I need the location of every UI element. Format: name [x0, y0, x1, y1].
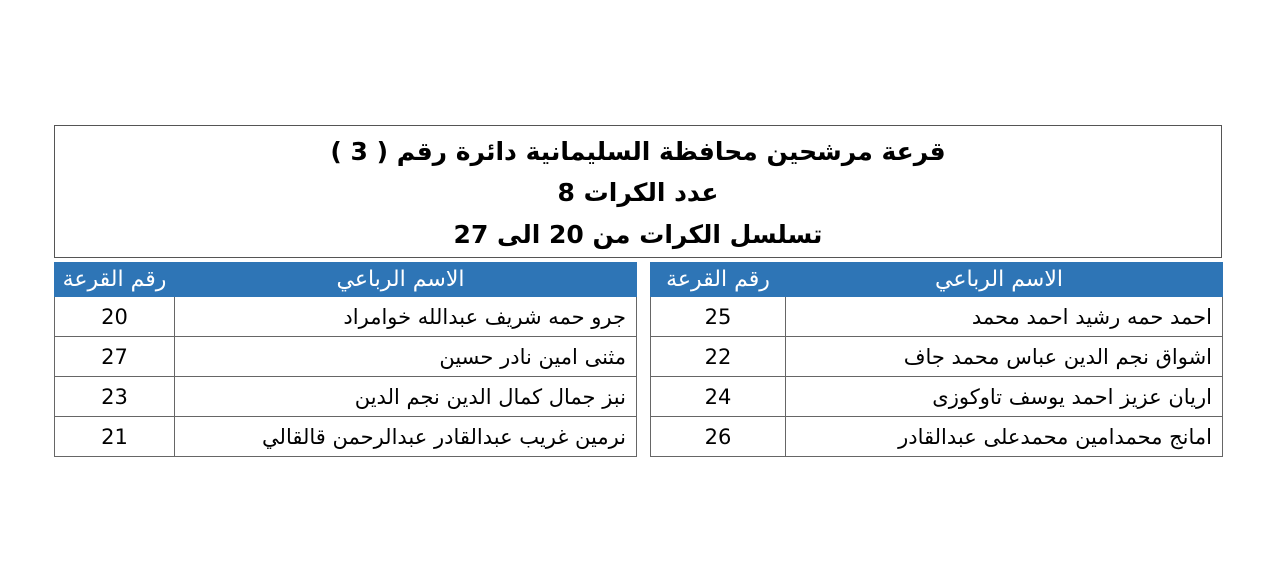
table-header-row — [55, 263, 637, 297]
table-row — [55, 297, 637, 337]
table-header-row — [651, 263, 1223, 297]
candidate-name: جرو حمه شريف عبدالله خوامراد — [175, 297, 637, 337]
candidate-name: اشواق نجم الدين عباس محمد جاف — [786, 337, 1223, 377]
draw-number: 27 — [55, 337, 175, 377]
title-line-1: قرعة مرشحين محافظة السليمانية دائرة رقم ( 3 ) — [330, 137, 946, 166]
candidate-name: مثنى امين نادر حسين — [175, 337, 637, 377]
table-row — [55, 337, 637, 377]
candidate-name: نبز جمال كمال الدين نجم الدين — [175, 377, 637, 417]
candidates-table-right — [650, 262, 1223, 457]
table-row — [651, 417, 1223, 457]
draw-results-sheet — [54, 125, 1222, 460]
table-row — [651, 297, 1223, 337]
draw-number: 22 — [651, 337, 786, 377]
candidates-table-left — [54, 262, 637, 457]
draw-number: 21 — [55, 417, 175, 457]
draw-number: 24 — [651, 377, 786, 417]
candidate-name: احمد حمه رشيد احمد محمد — [786, 297, 1223, 337]
draw-number: 26 — [651, 417, 786, 457]
draw-number: 25 — [651, 297, 786, 337]
table-row — [55, 417, 637, 457]
candidate-name: امانج محمدامين محمدعلى عبدالقادر — [786, 417, 1223, 457]
column-header-name: الاسم الرباعي — [175, 263, 637, 297]
column-header-number: رقم القرعة — [651, 263, 786, 297]
table-row — [651, 337, 1223, 377]
table-row — [651, 377, 1223, 417]
ball-count-line: عدد الكرات 8 — [557, 178, 719, 207]
title-box — [54, 125, 1222, 258]
column-header-name: الاسم الرباعي — [786, 263, 1223, 297]
draw-number: 23 — [55, 377, 175, 417]
draw-number: 20 — [55, 297, 175, 337]
column-header-number: رقم القرعة — [55, 263, 175, 297]
candidate-name: اريان عزيز احمد يوسف تاوكوزى — [786, 377, 1223, 417]
candidate-name: نرمين غريب عبدالقادر عبدالرحمن قالقالي — [175, 417, 637, 457]
ball-range-line: تسلسل الكرات من 20 الى 27 — [453, 220, 823, 249]
table-row — [55, 377, 637, 417]
